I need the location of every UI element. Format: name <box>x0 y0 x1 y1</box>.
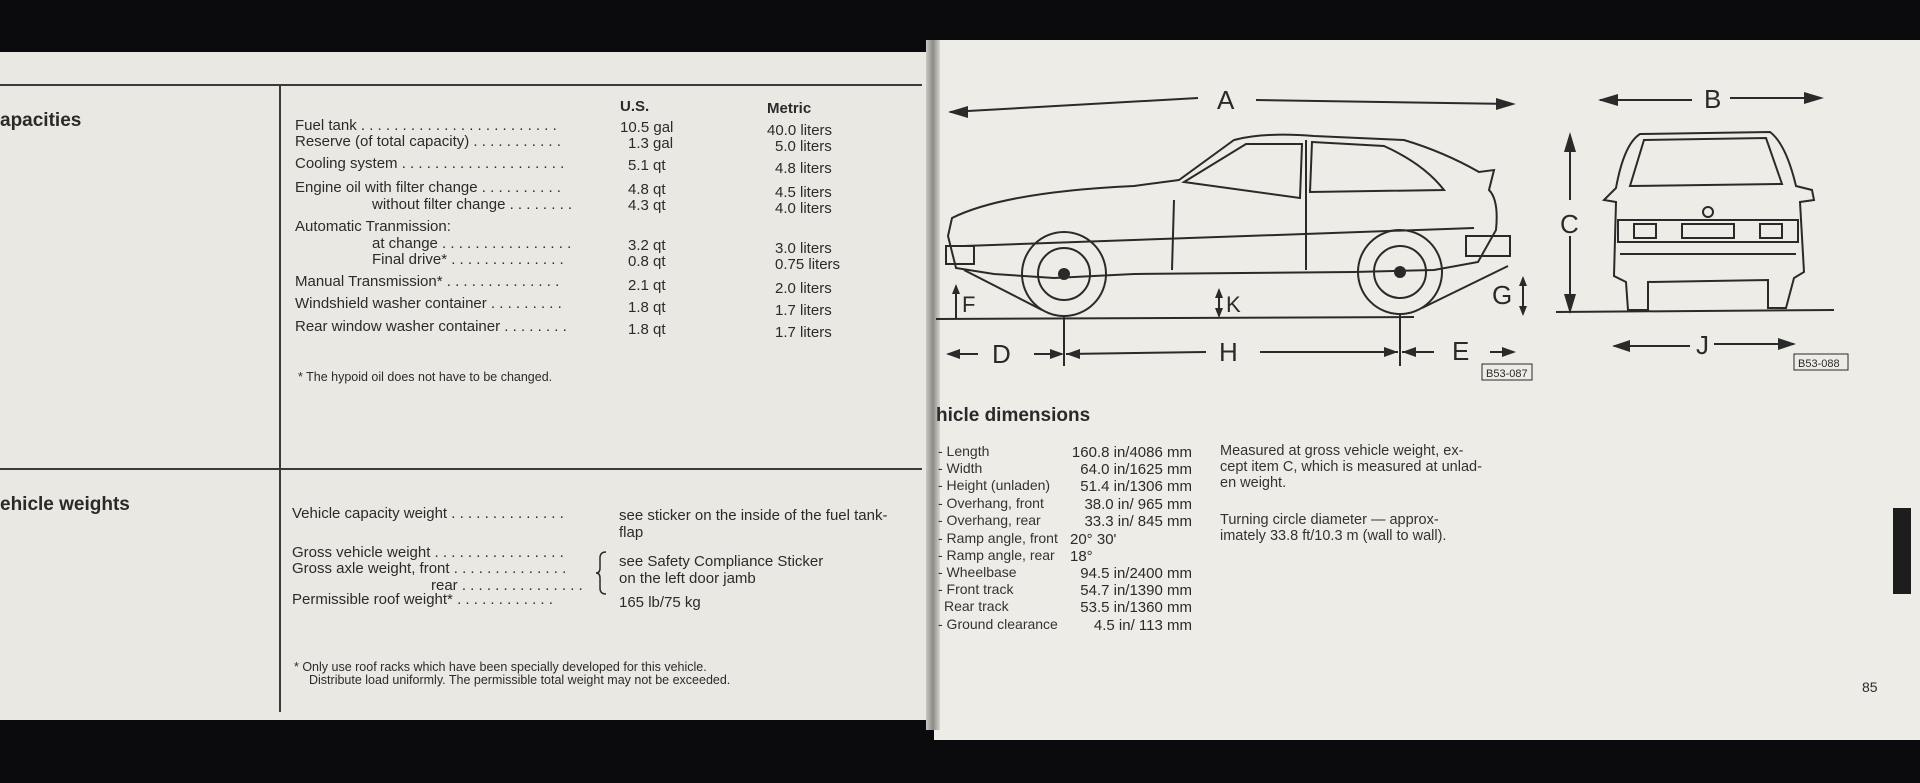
col-metric-header: Metric <box>767 100 812 117</box>
weight-axle-rear-label: rear . . . . . . . . . . . . . . . <box>431 577 583 594</box>
dim-label-overhang-front: - Overhang, front <box>938 495 1044 511</box>
capacities-heading: apacities <box>0 110 82 131</box>
column-divider <box>279 84 281 712</box>
weight-capacity-label: Vehicle capacity weight . . . . . . . . . . . . . . <box>292 505 564 522</box>
edge-tab-marker <box>1893 508 1911 594</box>
cap-us-final-drive: 0.8 qt <box>628 253 666 270</box>
dim-label-overhang-rear: - Overhang, rear <box>938 512 1041 528</box>
cap-label-windshield: Windshield washer container . . . . . . . . . <box>295 295 562 312</box>
dim-label-height: - Height (unladen) <box>938 477 1051 493</box>
dim-label-ramp-front: - Ramp angle, front <box>938 530 1058 546</box>
dim-value-height: 51.4 in/1306 mm <box>1080 478 1192 495</box>
weight-roof-label: Permissible roof weight* . . . . . . . . . . . . <box>292 591 553 608</box>
cap-us-manual-trans: 2.1 qt <box>628 277 666 294</box>
dim-label-width: - Width <box>938 460 983 476</box>
dimension-k-arrow <box>1215 288 1223 318</box>
cap-label-cooling: Cooling system . . . . . . . . . . . . . . . . . . . . <box>295 155 565 172</box>
cap-us-windshield: 1.8 qt <box>628 299 666 316</box>
cap-us-reserve: 1.3 gal <box>628 135 674 152</box>
cap-us-oil-filter: 4.8 qt <box>628 181 666 198</box>
cap-metric-final-drive: 0.75 liters <box>775 256 841 273</box>
dim-value-overhang-front: 38.0 in/ 965 mm <box>1084 496 1192 513</box>
dim-value-front-track: 54.7 in/1390 mm <box>1080 582 1192 599</box>
cap-us-oil-nofilter: 4.3 qt <box>628 197 666 214</box>
dim-label-ramp-rear: - Ramp angle, rear <box>938 547 1055 563</box>
label-e: E <box>1452 336 1470 366</box>
label-j: J <box>1696 330 1709 360</box>
label-f: F <box>962 292 976 317</box>
diagram-code-rear: B53-088 <box>1798 358 1840 370</box>
car-side-view <box>936 135 1513 366</box>
cap-metric-rear-washer: 1.7 liters <box>775 324 832 341</box>
cap-metric-at-change: 3.0 liters <box>775 240 832 257</box>
dimensions-note-1a: Measured at gross vehicle weight, ex- <box>1220 443 1464 459</box>
weights-footnote-2: Distribute load uniformly. The permissible total weight may not be exceeded. <box>309 673 731 687</box>
cap-metric-fuel: 40.0 liters <box>767 122 833 139</box>
dim-label-rear-track: Rear track <box>944 598 1009 614</box>
cap-label-oil-filter: Engine oil with filter change . . . . . . . . . . <box>295 179 561 196</box>
car-rear-view <box>1556 132 1834 312</box>
dimensions-note-2b: imately 33.8 ft/10.3 m (wall to wall). <box>1220 528 1447 544</box>
label-a: A <box>1217 85 1235 115</box>
cap-us-rear-washer: 1.8 qt <box>628 321 666 338</box>
page-number: 85 <box>1862 679 1878 695</box>
cap-label-fuel: Fuel tank . . . . . . . . . . . . . . . . . . . . . . . . <box>295 117 557 134</box>
dim-value-wheelbase: 94.5 in/2400 mm <box>1080 565 1192 582</box>
dimensions-note-1c: en weight. <box>1220 475 1287 491</box>
cap-metric-manual-trans: 2.0 liters <box>775 280 832 297</box>
dim-value-ground-clearance: 4.5 in/ 113 mm <box>1093 617 1192 634</box>
capacities-footnote: * The hypoid oil does not have to be changed. <box>298 370 553 384</box>
cap-metric-oil-nofilter: 4.0 liters <box>775 200 832 217</box>
dim-value-rear-track: 53.5 in/1360 mm <box>1080 599 1192 616</box>
dim-value-overhang-rear: 33.3 in/ 845 mm <box>1084 513 1192 530</box>
weight-capacity-value-1: see sticker on the inside of the fuel tank- <box>619 507 888 524</box>
label-d: D <box>992 339 1011 369</box>
weight-compliance-1: see Safety Compliance Sticker <box>619 553 824 570</box>
cap-label-rear-washer: Rear window washer container . . . . . . . . <box>295 318 567 335</box>
dimensions-note-2a: Turning circle diameter — approx- <box>1220 512 1439 528</box>
label-c: C <box>1560 209 1579 239</box>
label-g: G <box>1492 280 1513 310</box>
cap-label-auto-trans: Automatic Tranmission: <box>295 218 451 235</box>
label-k: K <box>1226 292 1241 317</box>
cap-us-fuel: 10.5 gal <box>620 119 674 136</box>
cap-metric-reserve: 5.0 liters <box>775 138 832 155</box>
weight-roof-value: 165 lb/75 kg <box>619 594 701 611</box>
dim-label-length: - Length <box>938 443 990 459</box>
dim-label-wheelbase: - Wheelbase <box>938 564 1017 580</box>
section-divider <box>0 468 922 470</box>
cap-us-cooling: 5.1 qt <box>628 157 666 174</box>
diagram-code-side: B53-087 <box>1486 368 1528 380</box>
weights-brace <box>596 550 610 596</box>
dimension-g-arrow <box>1519 276 1527 316</box>
cap-us-at-change: 3.2 qt <box>628 237 666 254</box>
col-us-header: U.S. <box>620 98 650 115</box>
vehicle-dimension-diagram <box>934 40 1920 400</box>
cap-metric-oil-filter: 4.5 liters <box>775 184 832 201</box>
cap-label-final-drive: Final drive* . . . . . . . . . . . . . . <box>372 251 564 268</box>
weight-compliance-2: on the left door jamb <box>619 570 756 587</box>
weight-axle-front-label: Gross axle weight, front . . . . . . . . . . . . . . <box>292 560 567 577</box>
weight-gross-label: Gross vehicle weight . . . . . . . . . . . . . . . . <box>292 544 564 561</box>
label-b: B <box>1704 84 1722 114</box>
cap-label-reserve: Reserve (of total capacity) . . . . . . . . . . . <box>295 133 561 150</box>
dim-label-ground-clearance: - Ground clearance <box>938 616 1058 632</box>
dimensions-note-1b: cept item C, which is measured at unlad- <box>1220 459 1482 475</box>
cap-metric-cooling: 4.8 liters <box>775 160 832 177</box>
dim-value-ramp-front: 20° 30' <box>1070 531 1117 548</box>
cap-label-at-change: at change . . . . . . . . . . . . . . . . <box>372 235 572 252</box>
dimensions-heading: hicle dimensions <box>936 405 1091 426</box>
dim-value-length: 160.8 in/4086 mm <box>1071 444 1192 461</box>
dimension-f-arrow <box>952 284 960 318</box>
dim-value-width: 64.0 in/1625 mm <box>1080 461 1192 478</box>
cap-label-oil-nofilter: without filter change . . . . . . . . <box>372 196 573 213</box>
dim-value-ramp-rear: 18° <box>1070 548 1093 565</box>
weights-heading: ehicle weights <box>0 494 130 515</box>
dim-label-front-track: - Front track <box>938 581 1014 597</box>
top-rule <box>0 84 922 86</box>
weights-footnote-1: * Only use roof racks which have been specially developed for this vehicle. <box>294 660 707 674</box>
cap-metric-windshield: 1.7 liters <box>775 302 832 319</box>
cap-label-manual-trans: Manual Transmission* . . . . . . . . . . . . . . <box>295 273 560 290</box>
weight-capacity-value-2: flap <box>619 524 644 541</box>
label-h: H <box>1219 337 1238 367</box>
